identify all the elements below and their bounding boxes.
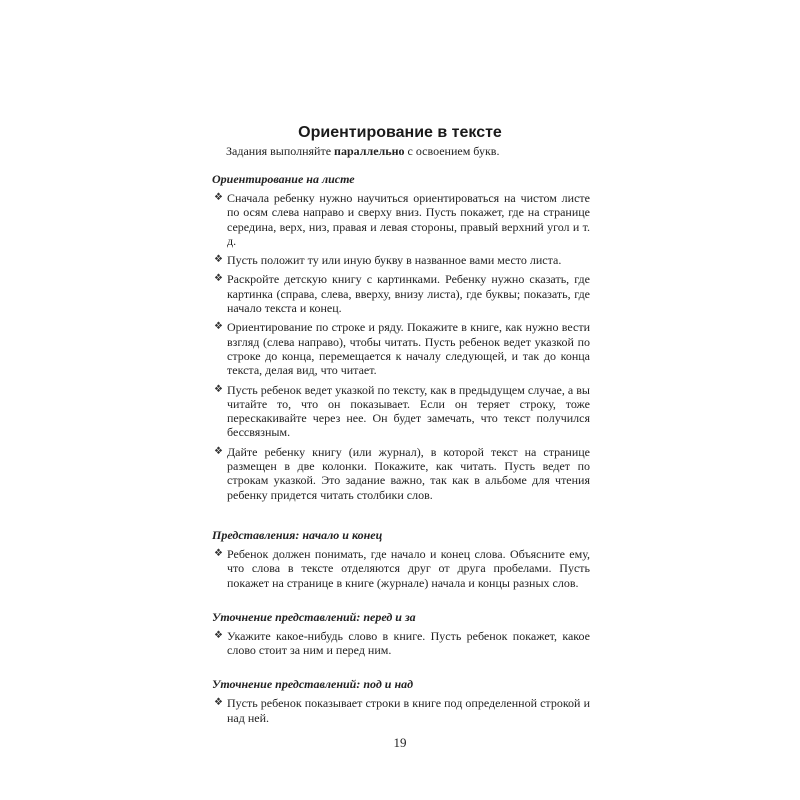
intro-after: с освоением букв. (404, 144, 500, 158)
intro-text (226, 144, 800, 158)
section-start-end (212, 528, 590, 590)
item-text: Пусть положит ту или иную букву в названное вами место листа. (227, 253, 562, 268)
section-heading: Уточнение представлений: под и над (212, 677, 414, 692)
list-item (212, 445, 590, 502)
diamond-bullet-icon: ❖ (214, 321, 223, 333)
diamond-bullet-icon: ❖ (214, 697, 223, 709)
diamond-bullet-icon: ❖ (214, 547, 223, 559)
intro-bold: параллельно (334, 144, 405, 158)
item-text: Дайте ребенку книгу (или журнал), в которой текст на странице размещен в две колонки. Покажите, как читать. Пусть ведет по строкам указкой. Это задание важно, так как в альбоме для чтения ребенку придется читать столбики слов. (227, 444, 590, 502)
item-text: Сначала ребенку нужно научиться ориентироваться на чистом листе по осям слева направо и сверху вниз. Пусть покажет, где на странице середина, верх, низ, правая и левая стороны, правый верхний угол и т. д. (227, 191, 590, 248)
diamond-bullet-icon: ❖ (214, 273, 223, 285)
list-item (212, 272, 590, 315)
list-item (212, 253, 590, 267)
list-item (212, 547, 590, 590)
section-orientation-on-sheet (212, 172, 590, 502)
diamond-bullet-icon: ❖ (214, 445, 223, 457)
page-title: Ориентирование в тексте (298, 124, 502, 141)
section-heading: Ориентирование на листе (212, 172, 355, 186)
item-text: Укажите какое-нибудь слово в книге. Пусть ребенок покажет, какое слово стоит за ним и перед ним. (227, 628, 590, 658)
section-heading: Уточнение представлений: перед и за (212, 609, 416, 624)
diamond-bullet-icon: ❖ (214, 629, 223, 641)
item-text: Пусть ребенок показывает строки в книге под определенной строкой и над ней. (227, 696, 590, 725)
section-under-over (212, 677, 590, 725)
list-item (212, 629, 590, 658)
section-heading: Представления: начало и конец (212, 527, 383, 542)
list-item (212, 320, 590, 377)
item-text: Пусть ребенок ведет указкой по тексту, как в предыдущем случае, а вы читайте то, что он показывает. Если он теряет строку, тоже перескакивайте через нее. Он будет замечать, что текст получился бессвязным. (227, 382, 590, 440)
diamond-bullet-icon: ❖ (214, 383, 223, 395)
list-item (212, 191, 590, 248)
list-item (212, 383, 590, 440)
diamond-bullet-icon: ❖ (214, 192, 223, 203)
list-item (212, 696, 590, 725)
intro-before: Задания выполняйте (226, 144, 335, 158)
item-text: Ориентирование по строке и ряду. Покажите в книге, как нужно вести взгляд (слева направо), чтобы читать. Пусть ребенок ведет указкой по строке до конца, перемещается к началу следующей, и так до конца текста, делая вид, что читает. (227, 320, 590, 378)
section-before-after (212, 610, 590, 658)
page-number: 19 (393, 735, 407, 751)
item-text: Ребенок должен понимать, где начало и конец слова. Объясните ему, что слова в тексте отделяются друг от друга пробелами. Пусть покажет на странице в книге (журнале) начала и концы разных слов. (227, 546, 590, 590)
diamond-bullet-icon: ❖ (214, 254, 223, 266)
item-text: Раскройте детскую книгу с картинками. Ребенку нужно сказать, где картинка (справа, слева, вверху, внизу листа), где буквы; показать, где начало текста и конец. (227, 272, 590, 316)
